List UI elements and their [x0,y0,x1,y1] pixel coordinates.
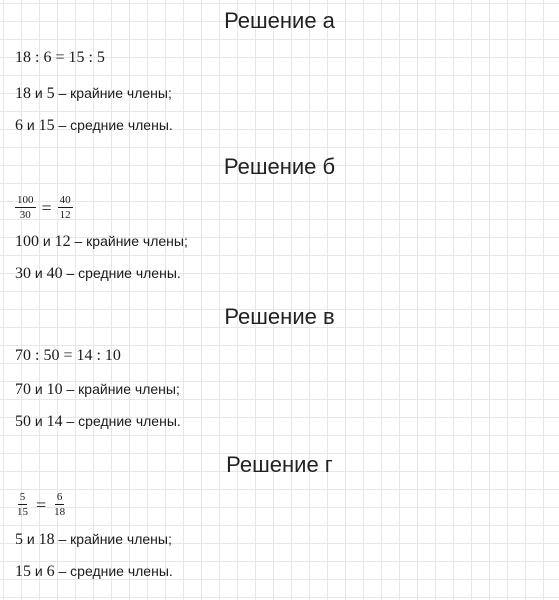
section-a-title: Решение а [224,8,335,33]
section-g-extreme-terms: 5 и 18 – крайние члены; [15,531,172,548]
section-a-extreme-terms: 18 и 5 – крайние члены; [15,85,172,102]
section-g-middle-terms: 15 и 6 – средние члены. [15,563,173,580]
section-v-extreme-terms: 70 и 10 – крайние члены; [15,381,180,398]
section-v-equation: 70 : 50 = 14 : 10 [15,347,121,364]
fraction-left: $\frac{5}{15}$ [17,491,28,518]
section-v-middle-terms: 50 и 14 – средние члены. [15,413,181,430]
fraction-right: $\frac{40}{12}$ [59,194,71,221]
fraction-left: $\frac{100}{30}$ [17,194,34,221]
section-v-title: Решение в [224,304,335,329]
fraction-right: $\frac{6}{18}$ [54,491,66,518]
section-a-middle-terms: 6 и 15 – средние члены. [15,117,173,134]
section-g-title: Решение г [226,452,333,477]
section-b-extreme-terms: 100 и 12 – крайние члены; [15,233,188,250]
section-b-fraction-equation: $\frac{100}{30}$ = $\frac{40}{12}$ [17,194,71,221]
section-g-fraction-equation: $\frac{5}{15}$ = $\frac{6}{18}$ [17,491,66,518]
section-b-middle-terms: 30 и 40 – средние члены. [15,265,181,282]
section-a-equation: 18 : 6 = 15 : 5 [15,49,105,66]
section-b-title: Решение б [223,154,336,179]
